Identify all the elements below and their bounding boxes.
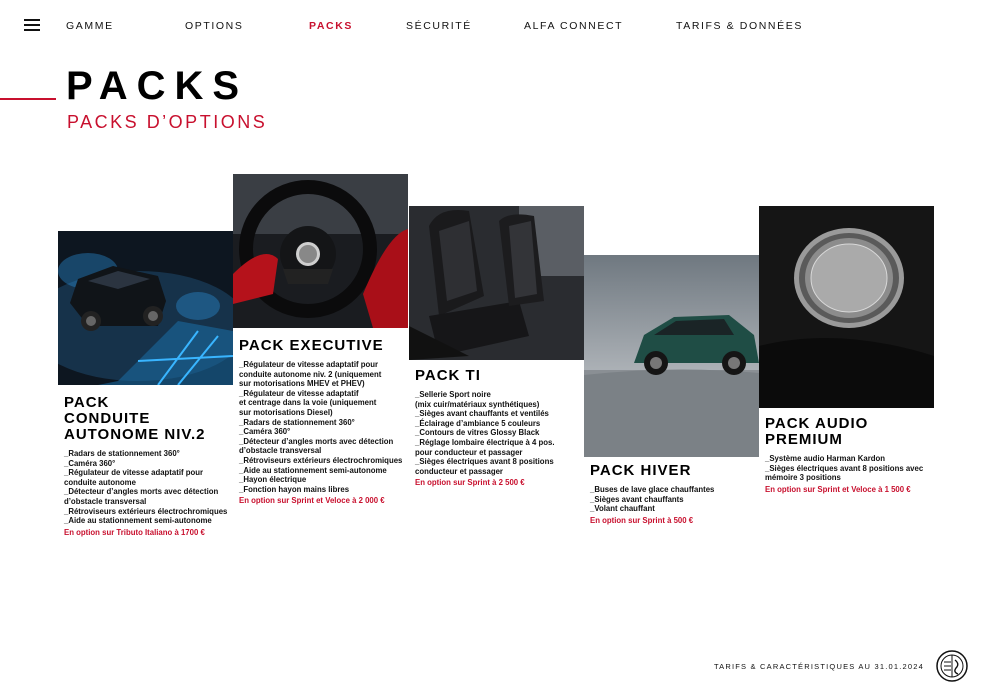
list-item: _Buses de lave glace chauffantes [590,485,715,494]
list-item: _Détecteur d’angles morts avec détection d’obstacle transversal [239,436,394,456]
list-item: _Fonction hayon mains libres [239,484,350,494]
top-navigation [0,0,990,52]
pack-title: PACK HIVER [590,462,692,479]
list-item: _Sièges avant chauffants et ventilés [415,409,549,419]
pack-price: En option sur Sprint à 2 500 € [415,478,525,488]
list-item: _Réglage lombaire électrique à 4 pos. pour conducteur et passager [415,437,555,457]
pack-ti-text [409,368,584,488]
pack-conduite-autonome-text [58,395,233,538]
pack-title: PACK AUDIO PREMIUM [765,415,869,448]
pack-ti-image [409,206,584,360]
title-accent-line [0,98,56,100]
pack-title: PACK TI [415,367,481,384]
list-item: _Aide au stationnement semi-autonome [239,465,387,475]
pack-title: PACK EXECUTIVE [239,337,384,354]
alfa-romeo-logo [936,650,968,682]
nav-item-tarifs-donnees[interactable]: TARIFS & DONNÉES [676,20,803,32]
list-item: _Contours de vitres Glossy Black [415,428,540,438]
footer-pricing-date: TARIFS & CARACTÉRISTIQUES AU 31.01.2024 [713,662,924,671]
list-item: _Détecteur d’angles morts avec détection d’obstacle transversal [64,487,219,506]
list-item: _Régulateur de vitesse adaptatif pour conduite autonome [64,468,204,487]
list-item: _Radars de stationnement 360° [239,417,355,427]
pack-hiver-image [584,255,759,457]
list-item: _Éclairage d’ambiance 5 couleurs [415,418,541,428]
list-item: _Hayon électrique [239,475,307,485]
pack-audio-premium-text [759,416,934,495]
nav-item-securite[interactable]: SÉCURITÉ [406,20,472,32]
pack-audio-premium-image [759,206,934,408]
pack-hiver-text [584,463,759,526]
pack-feature-list [765,454,934,483]
list-item: _Sellerie Sport noire (mix cuir/matériaux synthétiques) [415,390,540,409]
pack-feature-list [239,360,408,494]
list-item: _Caméra 360° [64,458,116,468]
nav-item-packs[interactable]: PACKS [309,20,353,32]
pack-price: En option sur Sprint et Veloce à 2 000 € [239,496,385,506]
list-item: _Régulateur de vitesse adaptatif et centrage dans la voie (uniquement sur motorisations Diesel) [239,388,377,417]
page-title: PACKS [66,64,249,108]
list-item: _Sièges avant chauffants [590,494,684,504]
list-item: _Régulateur de vitesse adaptatif pour conduite autonome niv. 2 (uniquement sur motorisations MHEV et PHEV) [239,360,382,389]
pack-feature-list [64,449,233,526]
page-subtitle: PACKS D’OPTIONS [67,112,268,132]
list-item: _Aide au stationnement semi-autonome [64,516,212,526]
list-item: _Caméra 360° [239,427,291,437]
pack-feature-list [415,390,584,476]
nav-item-alfa-connect[interactable]: ALFA CONNECT [524,20,624,32]
list-item: _Radars de stationnement 360° [64,449,180,458]
pack-price: En option sur Sprint à 500 € [590,515,694,525]
list-item: _Sièges électriques avant 8 positions avec mémoire 3 positions [765,463,924,483]
list-item: _Rétroviseurs extérieurs électrochromiques [64,506,228,516]
pack-price: En option sur Tributo Italiano à 1700 € [64,527,205,537]
pack-feature-list [590,485,759,514]
nav-item-gamme[interactable]: GAMME [66,20,114,32]
pack-executive-image [233,174,408,328]
list-item: _Volant chauffant [590,504,655,514]
list-item: _Sièges électriques avant 8 positions conducteur et passager [415,457,554,476]
pack-executive-text [233,338,408,506]
list-item: _Rétroviseurs extérieurs électrochromiques [239,455,403,465]
list-item: _Système audio Harman Kardon [765,454,886,463]
pack-title: PACK CONDUITE AUTONOME NIV.2 [64,394,206,443]
nav-item-options[interactable]: OPTIONS [185,20,244,32]
hamburger-menu-icon[interactable] [24,19,40,31]
pack-price: En option sur Sprint et Veloce à 1 500 € [765,484,911,494]
pack-conduite-autonome-image [58,231,233,385]
